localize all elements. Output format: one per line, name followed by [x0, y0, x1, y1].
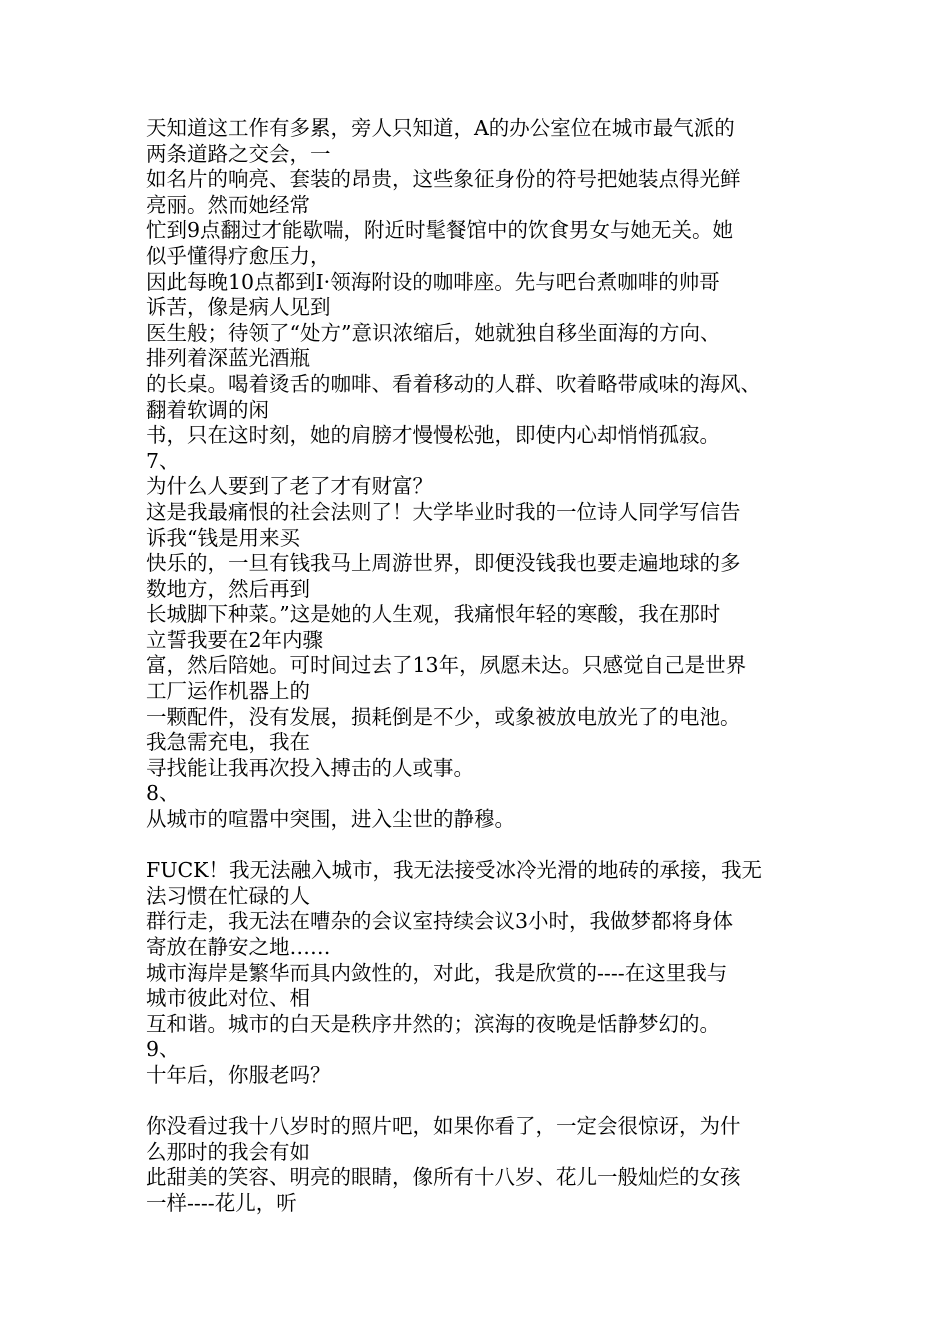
text-line: 因此每晚10点都到I·领海附设的咖啡座。先与吧台煮咖啡的帅哥	[146, 269, 720, 294]
text-line: 8、	[146, 781, 180, 806]
text-line: 互和谐。城市的白天是秩序井然的；滨海的夜晚是恬静梦幻的。	[146, 1011, 720, 1036]
text-line: 排列着深蓝光酒瓶	[146, 346, 310, 371]
text-line: 法习惯在忙碌的人	[146, 883, 310, 908]
blank-line	[146, 1089, 818, 1115]
text-line: 么那时的我会有如	[146, 1139, 310, 1164]
text-line: 快乐的，一旦有钱我马上周游世界，即便没钱我也要走遍地球的多	[146, 551, 741, 576]
text-line: 的长桌。喝着烫舌的咖啡、看着移动的人群、吹着略带咸味的海风、	[146, 371, 761, 396]
text-line: 诉我“钱是用来买	[146, 525, 300, 550]
text-line: 群行走，我无法在嘈杂的会议室持续会议3小时，我做梦都将身体	[146, 909, 734, 934]
text-line: 从城市的喧嚣中突围，进入尘世的静穆。	[146, 807, 515, 832]
text-line: 似乎懂得疗愈压力，	[146, 243, 331, 268]
text-line: 书，只在这时刻，她的肩膀才慢慢松弛，即使内心却悄悄孤寂。	[146, 423, 720, 448]
text-line: 十年后，你服老吗？	[146, 1062, 331, 1087]
text-line: 数地方，然后再到	[146, 576, 310, 601]
text-line: 工厂运作机器上的	[146, 679, 310, 704]
text-line: 这是我最痛恨的社会法则了！大学毕业时我的一位诗人同学写信告	[146, 499, 741, 524]
text-line: 翻着软调的闲	[146, 397, 269, 422]
text-line: 诉苦，像是病人见到	[146, 295, 331, 320]
text-line: 长城脚下种菜。”这是她的人生观，我痛恨年轻的寒酸，我在那时	[146, 602, 721, 627]
text-line: 医生般；待领了“处方”意识浓缩后，她就独自移坐面海的方向、	[146, 320, 721, 345]
text-line: 城市海岸是繁华而具内敛性的，对此，我是欣赏的----在这里我与	[146, 960, 728, 985]
text-line: 如名片的响亮、套装的昂贵，这些象征身份的符号把她装点得光鲜	[146, 167, 741, 192]
text-line: 一颗配件，没有发展，损耗倒是不少，或象被放电放光了的电池。	[146, 704, 741, 729]
text-line: 城市彼此对位、相	[146, 986, 310, 1011]
text-line: 7、	[146, 448, 180, 473]
text-line: 寻找能让我再次投入搏击的人或事。	[146, 755, 474, 780]
text-line: 忙到9点翻过才能歇喘，附近时髦餐馆中的饮食男女与她无关。她	[146, 218, 734, 243]
text-line: 立誓我要在2年内骤	[146, 627, 324, 652]
text-line: 寄放在静安之地……	[146, 935, 331, 959]
text-line: 亮丽。然而她经常	[146, 192, 310, 217]
document-body	[146, 116, 818, 1217]
text-line: 富，然后陪她。可时间过去了13年，夙愿未达。只感觉自己是世界	[146, 653, 747, 678]
text-line: 天知道这工作有多累，旁人只知道，A的办公室位在城市最气派的	[146, 116, 735, 140]
text-line: 两条道路之交会，一	[146, 141, 331, 166]
text-line: 我急需充电，我在	[146, 730, 310, 755]
text-line: 你没看过我十八岁时的照片吧，如果你看了，一定会很惊讶，为什	[146, 1114, 741, 1139]
text-line: 为什么人要到了老了才有财富？	[146, 474, 433, 499]
text-line: 一样----花儿，听	[146, 1190, 297, 1215]
blank-line	[146, 833, 818, 859]
text-line: FUCK！我无法融入城市，我无法接受冰冷光滑的地砖的承接，我无	[146, 858, 762, 883]
text-line: 此甜美的笑容、明亮的眼睛，像所有十八岁、花儿一般灿烂的女孩	[146, 1165, 741, 1190]
text-line: 9、	[146, 1037, 180, 1062]
